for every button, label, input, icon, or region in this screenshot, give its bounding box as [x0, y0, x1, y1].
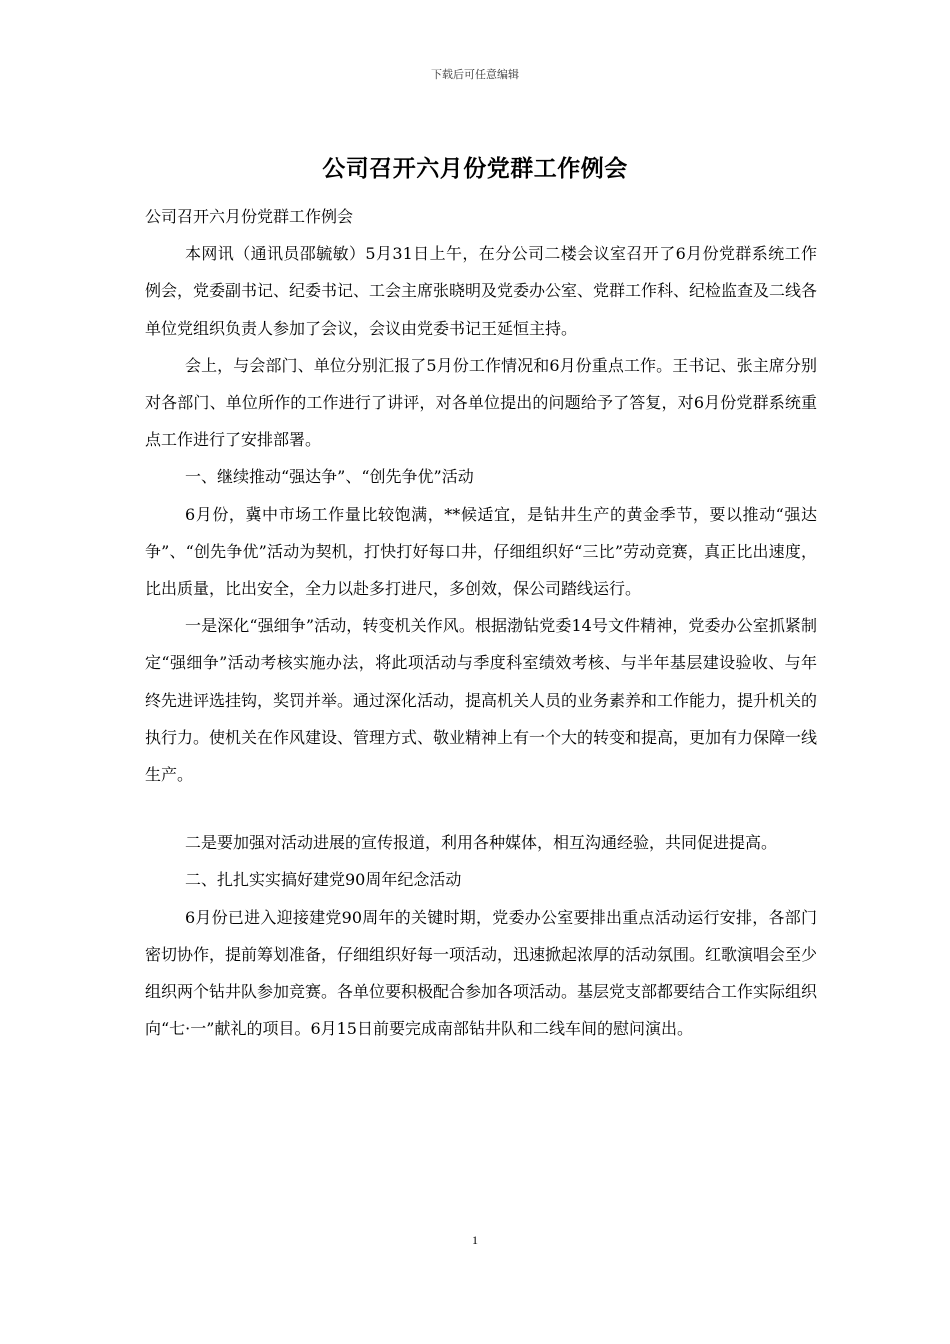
subtitle-paragraph: 公司召开六月份党群工作例会	[145, 207, 354, 226]
intro-paragraph: 本网讯（通讯员邵毓敏）5月31日上午，在分公司二楼会议室召开了6月份党群系统工作例会，党委副书记、纪委书记、工会主席张晓明及党委办公室、党群工作科、纪检监查及二线各单位党组织负责人参加了会议，会议由党委书记王延恒主持。	[145, 244, 818, 338]
meeting-summary-paragraph: 会上，与会部门、单位分别汇报了5月份工作情况和6月份重点工作。王书记、张主席分别对各部门、单位所作的工作进行了讲评，对各单位提出的问题给予了答复，对6月份党群系统重点工作进行了安排部署。	[145, 355, 817, 450]
document-body	[145, 198, 817, 1047]
document-title: 公司召开六月份党群工作例会	[322, 155, 628, 182]
section-1-point-2: 二是要加强对活动进展的宣传报道，利用各种媒体，相互沟通经验，共同促进提高。	[185, 833, 778, 853]
section-heading-1: 一、继续推动“强达争”、“创先争优”活动	[185, 467, 474, 487]
header-note: 下载后可任意编辑	[431, 68, 519, 81]
section-heading-2: 二、扎扎实实搞好建党90周年纪念活动	[185, 870, 462, 890]
section-2-paragraph: 6月份已进入迎接建党90周年的关键时期，党委办公室要排出重点活动运行安排，各部门密切协作，提前筹划准备，仔细组织好每一项活动，迅速掀起浓厚的活动氛围。红歌演唱会至少组织两个钻井队参加竞赛。各单位要积极配合参加各项活动。基层党支部都要结合工作实际组织向“七·一”献礼的项目。6月15日前要完成南部钻井队和二线车间的慰问演出。	[145, 907, 818, 1039]
section-1-paragraph: 6月份，冀中市场工作量比较饱满，**候适宜，是钻井生产的黄金季节，要以推动“强达争”、“创先争优”活动为契机，打快打好每口井，仔细组织好“三比”劳动竞赛，真正比出速度，比出质量，比出安全，全力以赴多打进尺，多创效，保公司踏线运行。	[145, 504, 817, 599]
page-number: 1	[472, 1233, 478, 1247]
section-1-point-1: 一是深化“强细争”活动，转变机关作风。根据渤钻党委14号文件精神，党委办公室抓紧制定“强细争”活动考核实施办法，将此项活动与季度科室绩效考核、与半年基层建设验收、与年终先进评选挂钩，奖罚并举。通过深化活动，提高机关人员的业务素养和工作能力，提升机关的执行力。使机关在作风建设、管理方式、敬业精神上有一个大的转变和提高，更加有力保障一线生产。	[145, 616, 818, 785]
